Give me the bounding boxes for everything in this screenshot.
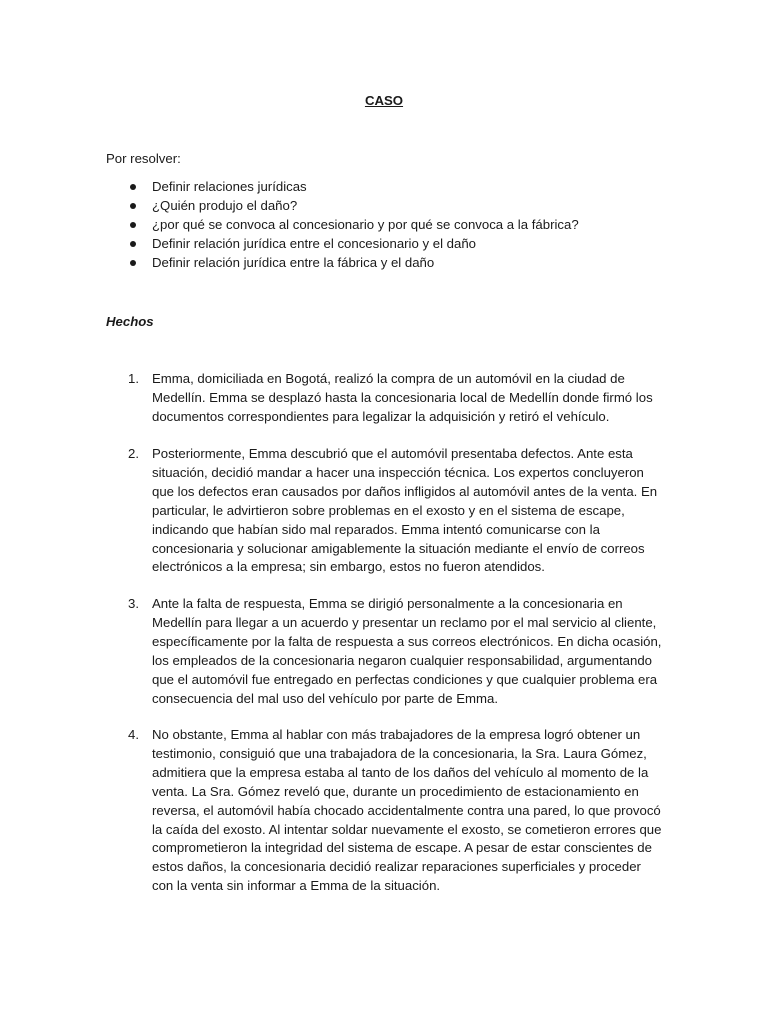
fact-text: No obstante, Emma al hablar con más trabajadores de la empresa logró obtener un testimonio, consiguió que una trabajadora de la concesionaria, la Sra. Laura Gómez, admitiera que la empresa estaba al tanto de los daños del vehículo al momento de la venta. La Sra. Gómez reveló que, durante un procedimiento de estacionamiento en reversa, el automóvil había chocado accidentalmente contra una pared, lo que provocó la caída del exosto. Al intentar soldar nuevamente el exosto, se cometieron errores que comprometieron la integridad del sistema de escape. A pesar de estar conscientes de estos daños, la concesionaria decidió realizar reparaciones superficiales y proceder con la venta sin informar a Emma de la situación. [152, 727, 662, 894]
fact-number: 3. [128, 596, 139, 611]
bullet-icon [130, 203, 136, 209]
fact-number: 2. [128, 446, 139, 461]
bullet-icon [130, 241, 136, 247]
list-item [106, 235, 666, 254]
list-item-text: Definir relaciones jurídicas [152, 179, 307, 194]
bullet-icon [130, 222, 136, 228]
list-item-text: ¿por qué se convoca al concesionario y por qué se convoca a la fábrica? [152, 216, 579, 232]
list-item [106, 254, 666, 273]
list-item-text: Definir relación jurídica entre la fábrica y el daño [152, 254, 435, 270]
fact-item-3 [106, 595, 666, 708]
intro-text: Por resolver: [106, 151, 181, 166]
bullet-icon [130, 260, 136, 266]
fact-text: Ante la falta de respuesta, Emma se dirigió personalmente a la concesionaria en Medellín para llegar a un acuerdo y presentar un reclamo por el mal servicio al cliente, específicamente por la falta de respuesta a sus correos electrónicos. En dicha ocasión, los empleados de la concesionaria negaron cualquier responsabilidad, argumentando que el automóvil fue entregado en perfectas condiciones y que cualquier problema era consecuencia del mal uso del vehículo por parte de Emma. [152, 596, 662, 706]
list-item [106, 216, 666, 235]
fact-item-1 [106, 370, 666, 427]
fact-item-4 [106, 726, 666, 896]
fact-number: 4. [128, 727, 139, 742]
fact-item-2 [106, 445, 666, 577]
fact-text: Posteriormente, Emma descubrió que el automóvil presentaba defectos. Ante esta situación, decidió mandar a hacer una inspección técnica. Los expertos concluyeron que los defectos eran causados por daños infligidos al automóvil antes de la venta. En particular, le advirtieron sobre problemas en el exosto y en el sistema de escape, indicando que habían sido mal reparados. Emma intentó comunicarse con la concesionaria y solucionar amigablemente la situación mediante el envío de correos electrónicos a la empresa; sin embargo, estos no fueron atendidos. [152, 446, 658, 575]
list-item-text: ¿Quién produjo el daño? [152, 197, 298, 213]
list-item-text: Definir relación jurídica entre el concesionario y el daño [152, 235, 477, 251]
section-heading: Hechos [106, 314, 154, 329]
questions-list [106, 178, 666, 272]
fact-number: 1. [128, 371, 139, 386]
list-item [106, 197, 666, 216]
bullet-icon [130, 184, 136, 190]
list-item [106, 178, 666, 197]
document-title: CASO [364, 93, 404, 108]
fact-text: Emma, domiciliada en Bogotá, realizó la compra de un automóvil en la ciudad de Medellín. Emma se desplazó hasta la concesionaria local de Medellín donde firmó los documentos correspondientes para legalizar la adquisición y retiró el vehículo. [152, 371, 653, 424]
